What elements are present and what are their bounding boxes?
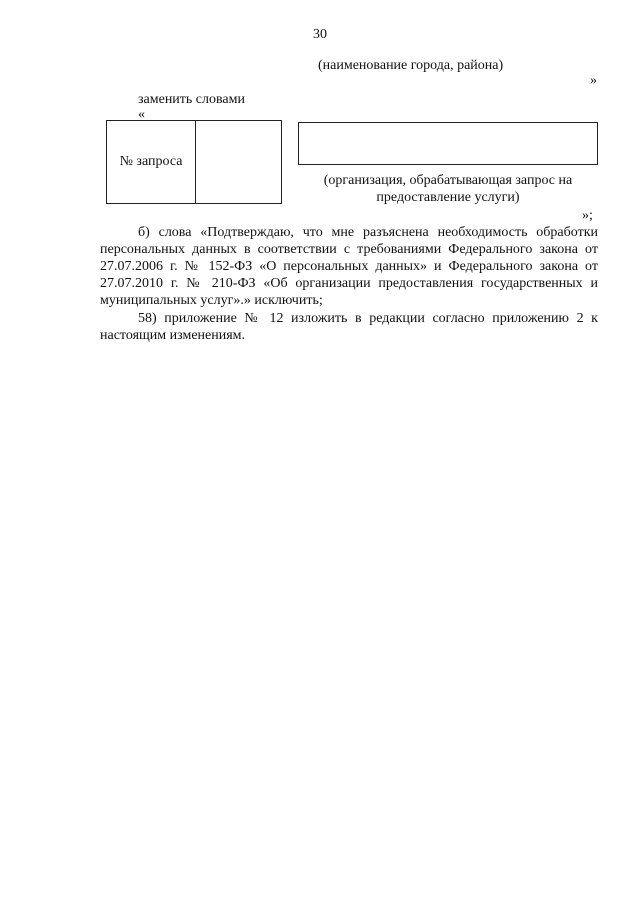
paragraph-58-text: 58) приложение № 12 изложить в редакции согласно приложению 2 к настоящим изменениям. [100,311,598,343]
replace-with-words-text: заменить словами [138,92,245,107]
organization-field-box [298,122,598,165]
paragraph-b [100,224,598,309]
request-number-table [106,120,282,204]
organization-caption [298,172,598,206]
city-district-caption: (наименование города, района) [318,58,504,73]
opening-quote: « [138,107,145,122]
request-number-value-cell [196,121,281,203]
organization-caption-line-1: (организация, обрабатывающая запрос на [323,173,573,188]
paragraph-b-text: б) слова «Подтверждаю, что мне разъяснена необходимость обработки персональных данных в соответствии с требованиями Федерального закона от 27.07.2006 г. № 152-ФЗ «О персональных данных» и Федерального закона от 27.07.2010 г. № 210-ФЗ «Об организации предоставления государственных и муниципальных услуг».» исключить; [100,225,598,308]
closing-quote: » [590,73,597,88]
closing-quote-semicolon: »; [582,208,593,223]
request-number-label: № запроса [107,121,196,203]
organization-caption-line-2: предоставление услуги) [376,190,520,205]
paragraph-58 [100,310,598,344]
page-number: 30 [313,27,327,42]
